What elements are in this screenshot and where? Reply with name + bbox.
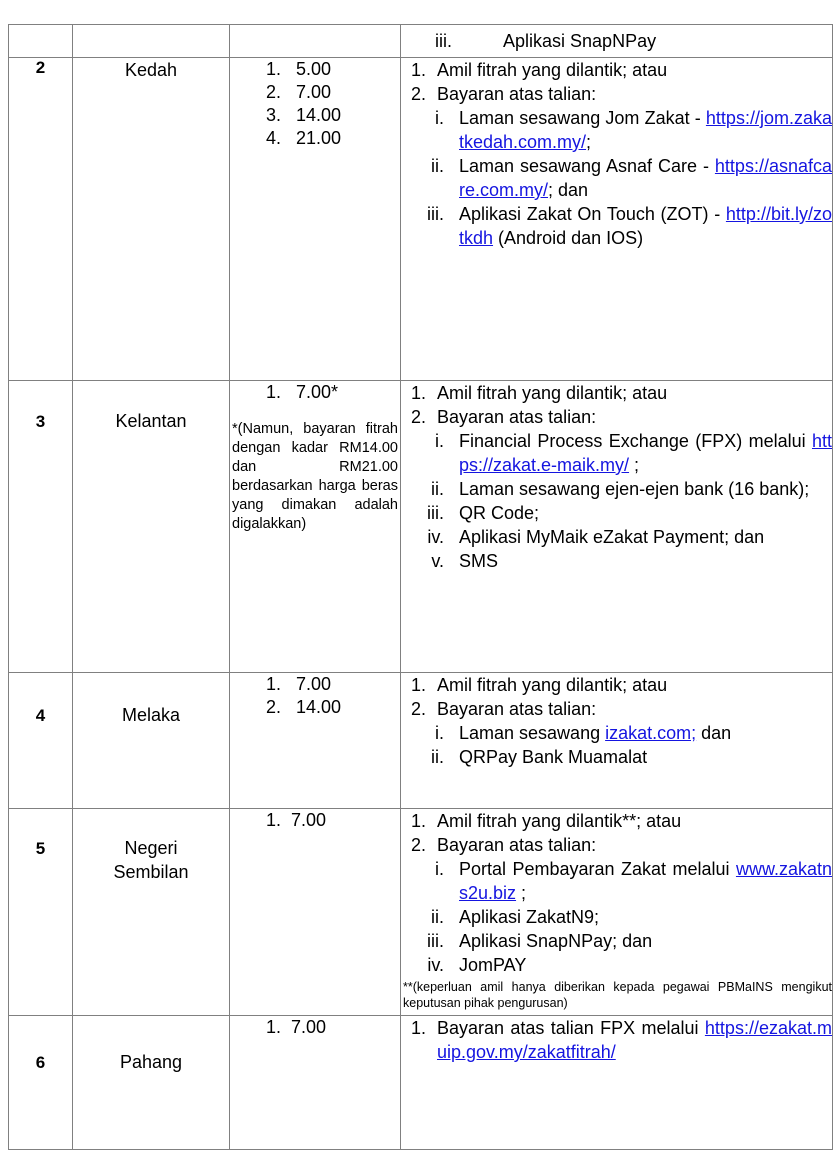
cell-payment-mode	[401, 809, 833, 1016]
payment-sub-item	[449, 857, 832, 905]
payment-sub-item	[449, 106, 832, 154]
link-zakatns2u[interactable]: www.zakatns2u.biz	[459, 859, 832, 903]
rate-item: 1. 7.00	[266, 810, 327, 830]
rate-item: 3. 14.00	[266, 105, 342, 125]
payment-item: 2. Bayaran atas talian:	[431, 833, 832, 857]
cell-state	[73, 809, 230, 1016]
cell-no: 3	[9, 381, 73, 673]
state-line-2: Sembilan	[113, 862, 189, 882]
cell-rate	[230, 1016, 401, 1150]
rate-item: 2. 7.00	[266, 82, 332, 102]
payment-mode-list	[401, 381, 832, 429]
table-row	[9, 809, 833, 1016]
payment-sub-item: iii. QR Code;	[449, 501, 832, 525]
rate-list	[230, 381, 400, 404]
payment-item: 1. Amil fitrah yang dilantik; atau	[431, 58, 832, 82]
cell-no	[9, 25, 73, 58]
cell-payment-mode	[401, 673, 833, 809]
payment-sub-text: Laman sesawang Jom Zakat -	[459, 108, 701, 128]
rate-item: 1. 7.00	[266, 1017, 327, 1037]
payment-item: 1. Amil fitrah yang dilantik; atau	[431, 673, 832, 697]
cell-rate	[230, 25, 401, 58]
payment-sub-item: ii. Aplikasi ZakatN9;	[449, 905, 832, 929]
payment-item	[431, 1016, 832, 1064]
cell-rate	[230, 381, 401, 673]
payment-sub-item: iv. Aplikasi MyMaik eZakat Payment; dan	[449, 525, 832, 549]
payment-sub-text: Aplikasi Zakat On Touch (ZOT) -	[459, 204, 721, 224]
cell-rate	[230, 58, 401, 381]
cell-no: 4	[9, 673, 73, 809]
cell-state: Melaka	[73, 673, 230, 809]
cell-state: Pahang	[73, 1016, 230, 1150]
table-row	[9, 58, 833, 381]
link-bitly-zotkdh[interactable]: http://bit.ly/zotkdh	[459, 204, 832, 248]
list-marker-roman: iii.	[435, 31, 452, 51]
cell-payment-mode	[401, 58, 833, 381]
payment-mode-list	[401, 58, 832, 106]
payment-item: 2. Bayaran atas talian:	[431, 82, 832, 106]
payment-sub-list	[401, 429, 832, 573]
cell-payment-mode	[401, 25, 833, 58]
rate-item: 2. 14.00	[266, 697, 342, 717]
cell-payment-mode	[401, 1016, 833, 1150]
cell-state: Kelantan	[73, 381, 230, 673]
payment-sub-list	[401, 106, 832, 250]
cell-no: 6	[9, 1016, 73, 1150]
payment-sub-item	[449, 721, 832, 745]
payment-sub-list	[401, 721, 832, 769]
table-row	[9, 673, 833, 809]
rate-item: 1. 5.00	[266, 59, 332, 79]
cell-state: Kedah	[73, 58, 230, 381]
payment-item-text: Bayaran atas talian FPX melalui	[437, 1018, 699, 1038]
payment-sub-item: iii. Aplikasi SnapNPay; dan	[449, 929, 832, 953]
payment-item: 2. Bayaran atas talian:	[431, 405, 832, 429]
link-ezakat-muip[interactable]: https://ezakat.muip.gov.my/zakatfitrah/	[437, 1018, 832, 1062]
rate-list	[230, 673, 400, 719]
payment-sub-item	[449, 154, 832, 202]
link-asnafcare[interactable]: https://asnafcare.com.my/	[459, 156, 832, 200]
payment-sub-suffix: ;	[586, 132, 592, 152]
link-izakat[interactable]: izakat.com;	[605, 723, 697, 743]
payment-sub-item	[449, 202, 832, 250]
payment-sub-suffix: ;	[516, 883, 527, 903]
payment-sub-suffix: dan	[696, 723, 732, 743]
cell-no: 2	[9, 58, 73, 381]
payment-mode-list	[401, 1016, 832, 1064]
payment-sub-text: Financial Process Exchange (FPX) melalui	[459, 431, 806, 451]
payment-sub-suffix: (Android dan IOS)	[498, 228, 644, 248]
cell-no: 5	[9, 809, 73, 1016]
table-row	[9, 25, 833, 58]
payment-sub-item: ii. QRPay Bank Muamalat	[449, 745, 832, 769]
payment-sub-text: Laman sesawang	[459, 723, 601, 743]
payment-item: 1. Amil fitrah yang dilantik; atau	[431, 381, 832, 405]
cell-rate	[230, 673, 401, 809]
payment-sub-item: v. SMS	[449, 549, 832, 573]
table-row	[9, 381, 833, 673]
link-jom-zakatkedah[interactable]: https://jom.zakatkedah.com.my/	[459, 108, 832, 152]
cell-state	[73, 25, 230, 58]
state-line-1: Negeri	[124, 838, 178, 858]
payment-sub-item	[449, 429, 832, 477]
zakat-fitrah-table	[8, 24, 833, 1150]
table-row	[9, 1016, 833, 1150]
payment-sub-item	[401, 29, 832, 53]
rate-list	[230, 58, 400, 150]
rate-item: 1. 7.00	[266, 674, 332, 694]
payment-sub-item: iv. JomPAY	[449, 953, 832, 977]
payment-item: 1. Amil fitrah yang dilantik**; atau	[431, 809, 832, 833]
cell-rate	[230, 809, 401, 1016]
payment-sub-text: Aplikasi SnapNPay	[503, 31, 657, 51]
rate-note: *(Namun, bayaran fitrah dengan kadar RM14.00 dan RM21.00 berdasarkan harga beras yang dimakan adalah digalakkan)	[232, 421, 398, 532]
rate-item: 1. 7.00*	[266, 382, 339, 402]
rate-item: 4. 21.00	[266, 128, 342, 148]
payment-mode-list	[401, 809, 832, 857]
payment-sub-text: Laman sesawang Asnaf Care -	[459, 156, 709, 176]
payment-sub-suffix: ;	[629, 455, 640, 475]
link-zakat-emaik[interactable]: https://zakat.e-maik.my/	[459, 431, 832, 475]
payment-item: 2. Bayaran atas talian:	[431, 697, 832, 721]
payment-sub-suffix: ; dan	[548, 180, 589, 200]
cell-payment-mode	[401, 381, 833, 673]
payment-mode-list	[401, 673, 832, 721]
payment-sub-list	[401, 857, 832, 977]
rate-list	[230, 1016, 400, 1039]
rate-list	[230, 809, 400, 832]
payment-sub-text: Portal Pembayaran Zakat melalui	[459, 859, 730, 879]
footnote-amil: **(keperluan amil hanya diberikan kepada pegawai PBMaINS mengikut keputusan pihak pengurusan)	[403, 980, 832, 1010]
payment-sub-item: ii. Laman sesawang ejen-ejen bank (16 bank);	[449, 477, 832, 501]
